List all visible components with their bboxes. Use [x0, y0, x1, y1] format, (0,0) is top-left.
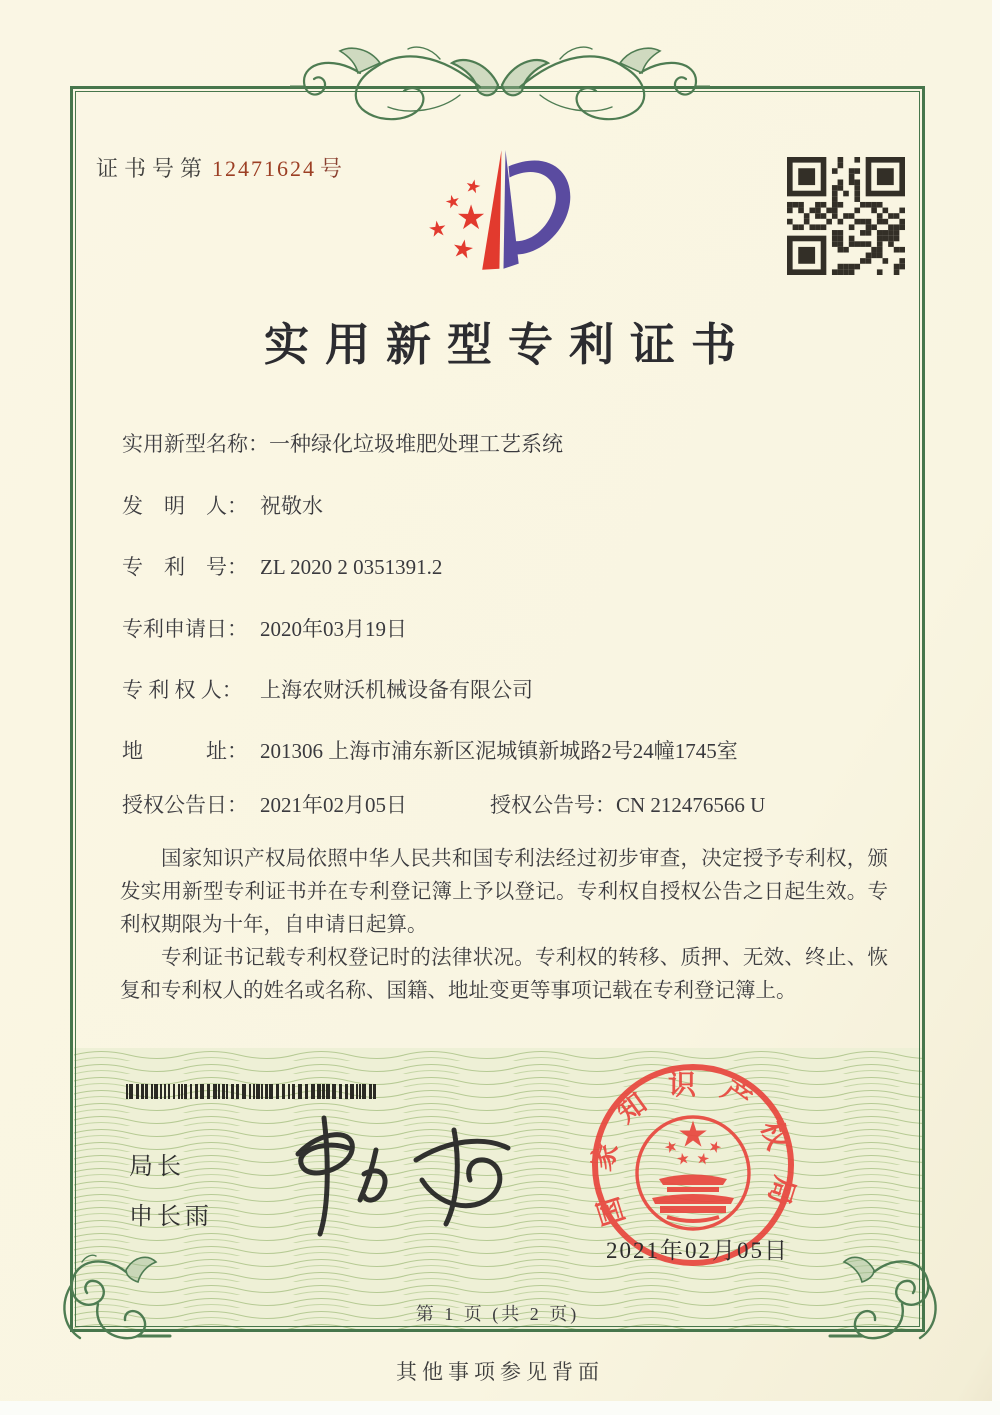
- field-value: 上海农财沃机械设备有限公司: [260, 678, 533, 702]
- field-value: 一种绿化垃圾堆肥处理工艺系统: [269, 432, 563, 456]
- barcode-bar: [339, 1084, 342, 1099]
- barcode-bar: [288, 1084, 290, 1099]
- barcode-bar: [160, 1084, 162, 1099]
- barcode-bar: [213, 1084, 217, 1099]
- director-title: 局长: [129, 1154, 185, 1180]
- scan-edge-bottom: [0, 1401, 1000, 1415]
- field-row: [122, 551, 912, 581]
- barcode-bar: [226, 1084, 228, 1099]
- cnipa-logo: [402, 140, 607, 292]
- field-value: ZL 2020 2 0351391.2: [260, 555, 443, 579]
- barcode-bar: [269, 1084, 273, 1099]
- barcode-bar: [350, 1084, 354, 1099]
- barcode-bar: [231, 1084, 234, 1099]
- field-label: 专 利 权 人：: [122, 678, 243, 702]
- field-value: CN 212476566 U: [616, 793, 766, 817]
- svg-text:国家知识产权局: [586, 1069, 800, 1230]
- barcode-bar: [359, 1084, 361, 1099]
- seal-date: 2021年02月05日: [606, 1238, 789, 1263]
- barcode-bar: [369, 1084, 372, 1099]
- seal-text: 国家知识产权局: [586, 1069, 800, 1230]
- page-number: 第 1 页 (共 2 页): [415, 1304, 580, 1324]
- director-name: 申长雨: [129, 1204, 213, 1230]
- barcode-bar: [305, 1084, 308, 1099]
- barcode-bar: [265, 1084, 268, 1099]
- barcode-bar: [362, 1084, 366, 1099]
- field-row: [122, 735, 912, 765]
- certificate-number: [96, 152, 348, 183]
- barcode-bar: [164, 1084, 166, 1099]
- barcode-bar: [282, 1084, 285, 1099]
- barcode-bar: [145, 1084, 148, 1099]
- barcode-bar: [311, 1084, 315, 1099]
- barcode-bar: [178, 1084, 180, 1099]
- barcode-bar: [200, 1084, 204, 1099]
- barcode-bar: [242, 1084, 246, 1099]
- legal-text: [120, 843, 888, 1008]
- barcode-bar: [129, 1084, 133, 1099]
- barcode-bar: [256, 1084, 260, 1099]
- barcode-bar: [151, 1084, 153, 1099]
- field-row: [122, 789, 912, 819]
- certificate-number-prefix: 证书号第: [96, 156, 209, 181]
- barcode-bar: [276, 1084, 279, 1099]
- barcode-bar: [236, 1084, 239, 1099]
- barcode-bar: [317, 1084, 321, 1099]
- barcode-bar: [168, 1084, 170, 1099]
- field-value: 祝敬水: [260, 494, 323, 518]
- field-label: 地 址：: [122, 739, 248, 763]
- paragraph: 专利证书记载专利权登记时的法律状况。专利权的转移、质押、无效、终止、恢复和专利权人的姓名或名称、国籍、地址变更等事项记载在专利登记簿上。: [120, 947, 888, 1002]
- barcode-bar: [190, 1084, 192, 1099]
- barcode-bar: [154, 1084, 158, 1099]
- barcode-bar: [126, 1084, 128, 1099]
- barcode-bar: [173, 1084, 175, 1099]
- field-pair-2: [490, 789, 765, 819]
- barcode-bar: [207, 1084, 210, 1099]
- certificate-number-suffix: 号: [320, 156, 349, 181]
- field-row: [122, 428, 912, 458]
- barcode-bar: [181, 1084, 183, 1099]
- scan-edge-right: [992, 0, 1000, 1415]
- field-label: 授权公告日：: [122, 793, 248, 817]
- field-label: 发 明 人：: [122, 494, 248, 518]
- field-value: 2021年02月05日: [260, 793, 407, 817]
- top-ornament-icon: [290, 44, 710, 130]
- barcode-bar: [184, 1084, 187, 1099]
- signature: [264, 1102, 534, 1252]
- barcode-bar: [332, 1084, 336, 1099]
- back-note: 其他事项参见背面: [396, 1360, 604, 1384]
- field-label: 专 利 号：: [122, 555, 248, 579]
- barcode-bar: [373, 1084, 376, 1099]
- barcode-bar: [322, 1084, 325, 1099]
- barcode-bar: [298, 1084, 302, 1099]
- paragraph: 国家知识产权局依照中华人民共和国专利法经过初步审查，决定授予专利权，颁发实用新型专利证书并在专利登记簿上予以登记。专利权自授权公告之日起生效。专利权期限为十年，自申请日起算。: [120, 848, 888, 936]
- barcode-bar: [292, 1084, 295, 1099]
- barcode-bar: [249, 1084, 251, 1099]
- field-value: 201306 上海市浦东新区泥城镇新城路2号24幢1745室: [260, 739, 738, 763]
- field-row: [122, 613, 912, 643]
- barcode-bar: [222, 1084, 225, 1099]
- field-label: 授权公告号：: [490, 793, 616, 817]
- field-value: 2020年03月19日: [260, 617, 407, 641]
- barcode: [126, 1084, 382, 1099]
- page-title: 实用新型专利证书: [263, 320, 752, 370]
- barcode-bar: [326, 1084, 330, 1099]
- barcode-bar: [141, 1084, 144, 1099]
- barcode-bar: [218, 1084, 220, 1099]
- field-label: 专利申请日：: [122, 617, 248, 641]
- qr-code: [787, 157, 905, 275]
- barcode-bar: [261, 1084, 263, 1099]
- barcode-bar: [253, 1084, 255, 1099]
- field-row: [122, 674, 912, 704]
- certificate-number-value: 12471624: [212, 156, 317, 181]
- barcode-bar: [345, 1084, 348, 1099]
- barcode-bar: [356, 1084, 358, 1099]
- field-row: [122, 490, 912, 520]
- barcode-bar: [195, 1084, 198, 1099]
- barcode-bar: [136, 1084, 139, 1099]
- field-label: 实用新型名称：: [122, 432, 269, 456]
